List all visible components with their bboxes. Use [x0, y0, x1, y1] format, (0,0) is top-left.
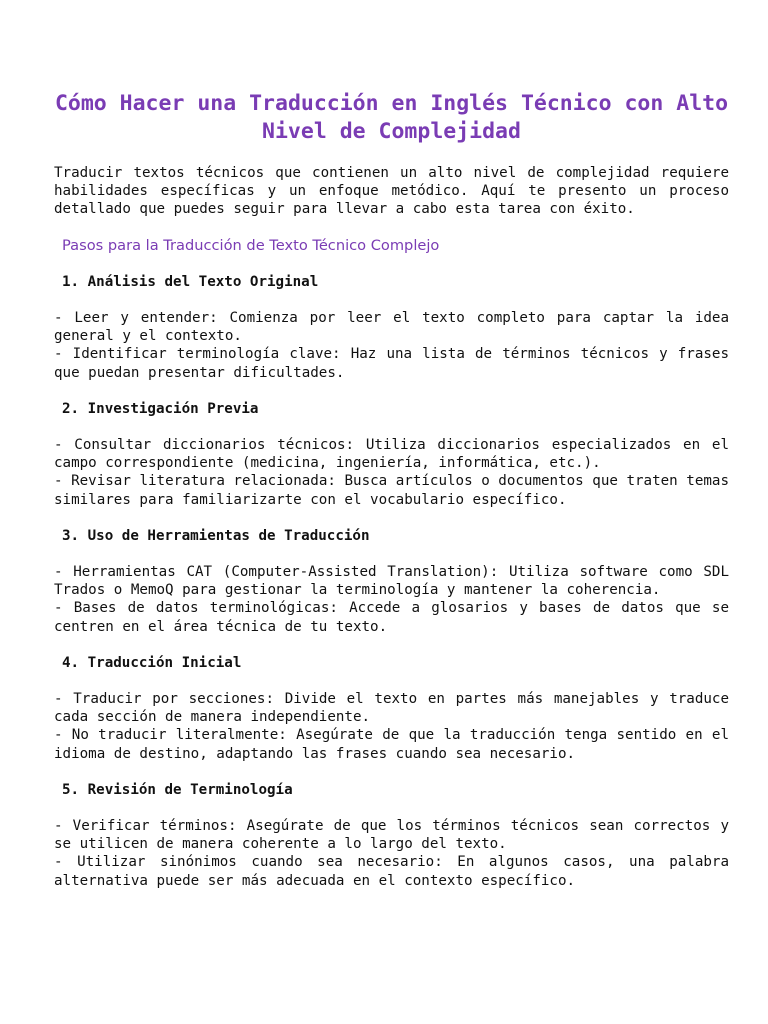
section-item: - Verificar términos: Asegúrate de que los términos técnicos sean correctos y se utilicen de manera coherente a lo largo del texto.	[54, 818, 729, 853]
section-body	[54, 817, 729, 890]
intro-paragraph: Traducir textos técnicos que contienen un alto nivel de complejidad requiere habilidades específicas y un enfoque metódico. Aquí te presento un proceso detallado que puedes seguir para llevar a cabo esta tarea con éxito.	[54, 165, 729, 218]
section-heading: 4. Traducción Inicial	[62, 654, 242, 671]
section-heading: 3. Uso de Herramientas de Traducción	[62, 527, 370, 544]
section-item: - Bases de datos terminológicas: Accede a glosarios y bases de datos que se centren en el área técnica de tu texto.	[54, 600, 729, 635]
section-tools	[54, 527, 729, 636]
section-heading: 5. Revisión de Terminología	[62, 781, 293, 798]
section-initial-translation	[54, 654, 729, 763]
section-heading: 1. Análisis del Texto Original	[62, 273, 319, 290]
section-item: - Identificar terminología clave: Haz una lista de términos técnicos y frases que puedan presentar dificultades.	[54, 346, 729, 381]
section-terminology-review	[54, 781, 729, 890]
section-item: - No traducir literalmente: Asegúrate de que la traducción tenga sentido en el idioma de destino, adaptando las frases cuando sea necesario.	[54, 727, 729, 762]
section-analysis	[54, 273, 729, 382]
section-heading: 2. Investigación Previa	[62, 400, 259, 417]
section-item: - Leer y entender: Comienza por leer el texto completo para captar la idea general y el contexto.	[54, 310, 729, 345]
steps-subtitle: Pasos para la Traducción de Texto Técnico Complejo	[62, 236, 440, 254]
document-page	[54, 0, 729, 890]
section-item: - Consultar diccionarios técnicos: Utiliza diccionarios especializados en el campo correspondiente (medicina, ingeniería, informática, etc.).	[54, 437, 729, 472]
section-item: - Revisar literatura relacionada: Busca artículos o documentos que traten temas similares para familiarizarte con el vocabulario específico.	[54, 473, 729, 508]
section-research	[54, 400, 729, 509]
section-body	[54, 563, 729, 636]
section-body	[54, 309, 729, 382]
section-item: - Herramientas CAT (Computer-Assisted Translation): Utiliza software como SDL Trados o MemoQ para gestionar la terminología y mantener la coherencia.	[54, 564, 729, 599]
section-body	[54, 436, 729, 509]
document-title: Cómo Hacer una Traducción en Inglés Técnico con Alto Nivel de Complejidad	[54, 91, 729, 144]
section-body	[54, 690, 729, 763]
section-item: - Traducir por secciones: Divide el texto en partes más manejables y traduce cada sección de manera independiente.	[54, 691, 729, 726]
section-item: - Utilizar sinónimos cuando sea necesario: En algunos casos, una palabra alternativa puede ser más adecuada en el contexto específico.	[54, 854, 729, 889]
